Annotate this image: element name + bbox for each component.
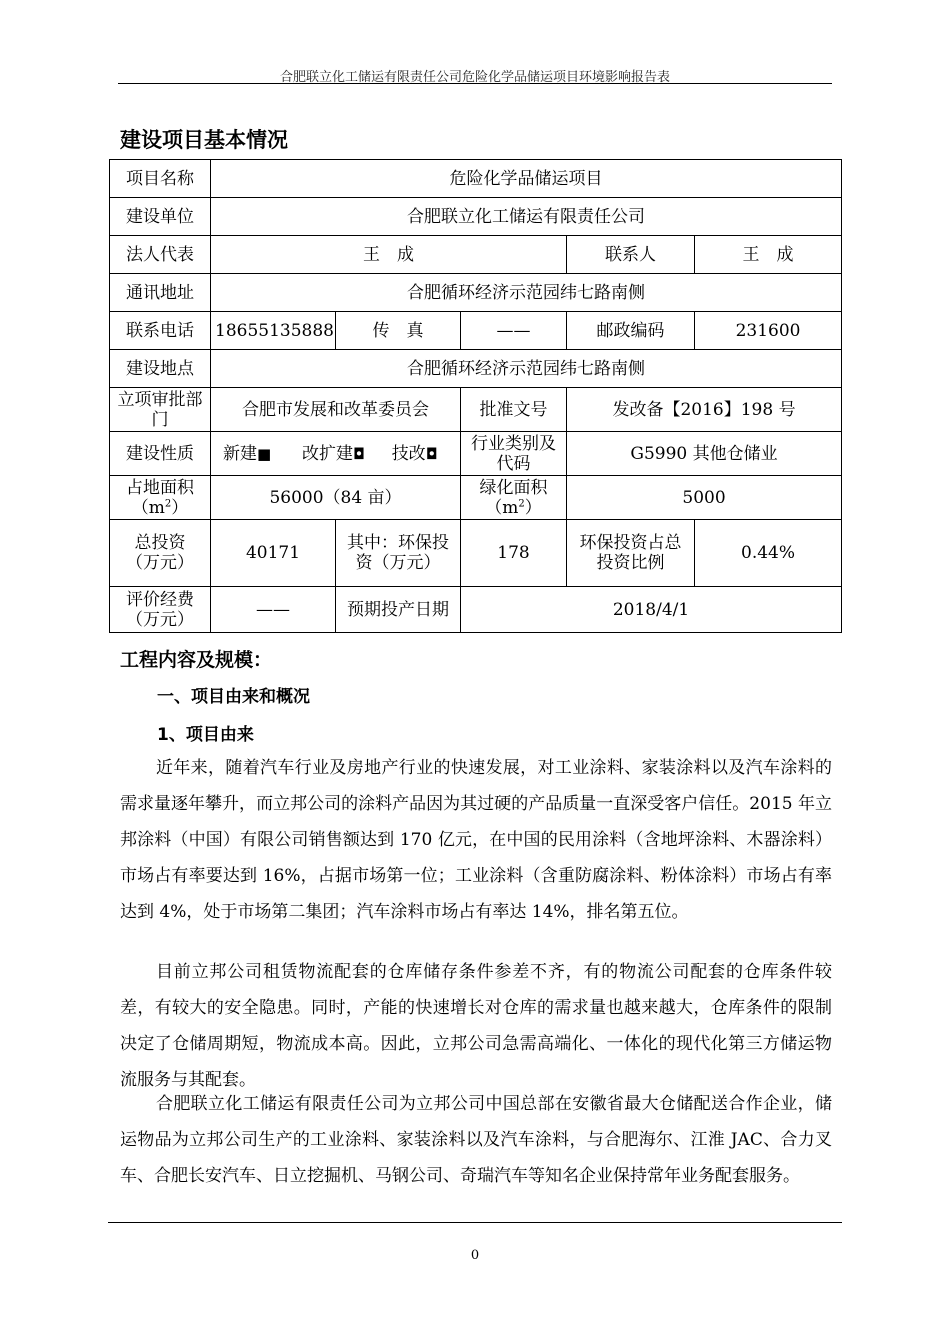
area-label: 占地面积 $(m^2)$ bbox=[110, 476, 211, 520]
contact-value: 王 成 bbox=[695, 236, 842, 274]
footer-rule bbox=[108, 1222, 842, 1223]
page-number: 0 bbox=[470, 1248, 480, 1263]
fax-value: —— bbox=[461, 312, 567, 350]
table-row bbox=[110, 587, 842, 633]
table-row bbox=[110, 520, 842, 587]
green-area-label: 绿化面积 $(m^2)$ bbox=[461, 476, 567, 520]
table-row bbox=[110, 274, 842, 312]
address-label: 通讯地址 bbox=[110, 274, 211, 312]
table-row bbox=[110, 160, 842, 198]
site-label: 建设地点 bbox=[110, 350, 211, 388]
industry-value: G5990 其他仓储业 bbox=[567, 432, 842, 476]
nature-tech-label: 技改 bbox=[391, 443, 426, 464]
project-info-table bbox=[109, 159, 842, 633]
postal-value: 231600 bbox=[695, 312, 842, 350]
doc-label: 批准文号 bbox=[461, 388, 567, 432]
date-value: 2018/4/1 bbox=[461, 587, 842, 633]
site-value: 合肥循环经济示范园纬七路南侧 bbox=[211, 350, 842, 388]
table-row bbox=[110, 312, 842, 350]
postal-label: 邮政编码 bbox=[567, 312, 695, 350]
address-value: 合肥循环经济示范园纬七路南侧 bbox=[211, 274, 842, 312]
approval-label: 立项审批部门 bbox=[110, 388, 211, 432]
env-ratio-label: 环保投资占总投资比例 bbox=[567, 520, 695, 587]
cost-label: 评价经费 （万元） bbox=[110, 587, 211, 633]
green-area-value: 5000 bbox=[567, 476, 842, 520]
content-heading: 工程内容及规模： bbox=[120, 649, 273, 671]
nature-new-label: 新建 bbox=[223, 443, 257, 464]
project-name-value: 危险化学品储运项目 bbox=[211, 160, 842, 198]
nature-options bbox=[211, 432, 461, 476]
page-header-title: 合肥联立化工储运有限责任公司危险化学品储运项目环境影响报告表 bbox=[279, 70, 670, 85]
checked-box-icon: ■ bbox=[257, 444, 272, 463]
unchecked-box-icon: ◘ bbox=[425, 444, 438, 463]
unchecked-box-icon: ◘ bbox=[353, 444, 365, 463]
env-investment-value: 178 bbox=[461, 520, 567, 587]
table-row bbox=[110, 432, 842, 476]
area-value: 56000（84 亩） bbox=[211, 476, 461, 520]
subheading-origin: 1、项目由来 bbox=[157, 725, 254, 745]
phone-label: 联系电话 bbox=[110, 312, 211, 350]
builder-label: 建设单位 bbox=[110, 198, 211, 236]
nature-expand-label: 改扩建 bbox=[302, 443, 353, 464]
table-row bbox=[110, 350, 842, 388]
phone-value: 18655135888 bbox=[211, 312, 336, 350]
table-row bbox=[110, 476, 842, 520]
doc-value: 发改备【2016】198 号 bbox=[567, 388, 842, 432]
nature-label: 建设性质 bbox=[110, 432, 211, 476]
header-rule bbox=[118, 83, 832, 84]
approval-value: 合肥市发展和改革委员会 bbox=[211, 388, 461, 432]
cost-value: —— bbox=[211, 587, 336, 633]
legal-rep-value: 王 成 bbox=[211, 236, 567, 274]
paragraph-3: 合肥联立化工储运有限责任公司为立邦公司中国总部在安徽省最大仓储配送合作企业，储运物品为立邦公司生产的工业涂料、家装涂料以及汽车涂料，与合肥海尔、江淮 JAC、合力叉车、合肥长安汽车、日立挖掘机、马钢公司、奇瑞汽车等知名企业保持常年业务配套服务。 bbox=[120, 1094, 832, 1186]
date-label: 预期投产日期 bbox=[336, 587, 461, 633]
project-name-label: 项目名称 bbox=[110, 160, 211, 198]
legal-rep-label: 法人代表 bbox=[110, 236, 211, 274]
fax-label: 传 真 bbox=[336, 312, 461, 350]
paragraph-2: 目前立邦公司租赁物流配套的仓库储存条件参差不齐，有的物流公司配套的仓库条件较差，有较大的安全隐患。同时，产能的快速增长对仓库的需求量也越来越大，仓库条件的限制决定了仓储周期短，物流成本高。因此，立邦公司急需高端化、一体化的现代化第三方储运物流服务与其配套。 bbox=[120, 962, 832, 1090]
env-investment-label: 其中：环保投资（万元） bbox=[336, 520, 461, 587]
builder-value: 合肥联立化工储运有限责任公司 bbox=[211, 198, 842, 236]
investment-label: 总投资 （万元） bbox=[110, 520, 211, 587]
table-row bbox=[110, 388, 842, 432]
contact-label: 联系人 bbox=[567, 236, 695, 274]
env-ratio-value: 0.44% bbox=[695, 520, 842, 587]
section-title: 建设项目基本情况 bbox=[120, 128, 288, 152]
industry-label: 行业类别及代码 bbox=[461, 432, 567, 476]
subheading-origin-overview: 一、项目由来和概况 bbox=[157, 687, 310, 707]
paragraph-1: 近年来，随着汽车行业及房地产行业的快速发展，对工业涂料、家装涂料以及汽车涂料的需求量逐年攀升，而立邦公司的涂料产品因为其过硬的产品质量一直深受客户信任。2015 年立邦涂料（中国）有限公司销售额达到 170 亿元，在中国的民用涂料（含地坪涂料、木器涂料）市场占有率要达到 16%，占据市场第一位；工业涂料（含重防腐涂料、粉体涂料）市场占有率达到 4%，处于市场第二集团；汽车涂料市场占有率达 14%，排名第五位。 bbox=[120, 758, 832, 922]
table-row bbox=[110, 198, 842, 236]
table-row bbox=[110, 236, 842, 274]
investment-value: 40171 bbox=[211, 520, 336, 587]
